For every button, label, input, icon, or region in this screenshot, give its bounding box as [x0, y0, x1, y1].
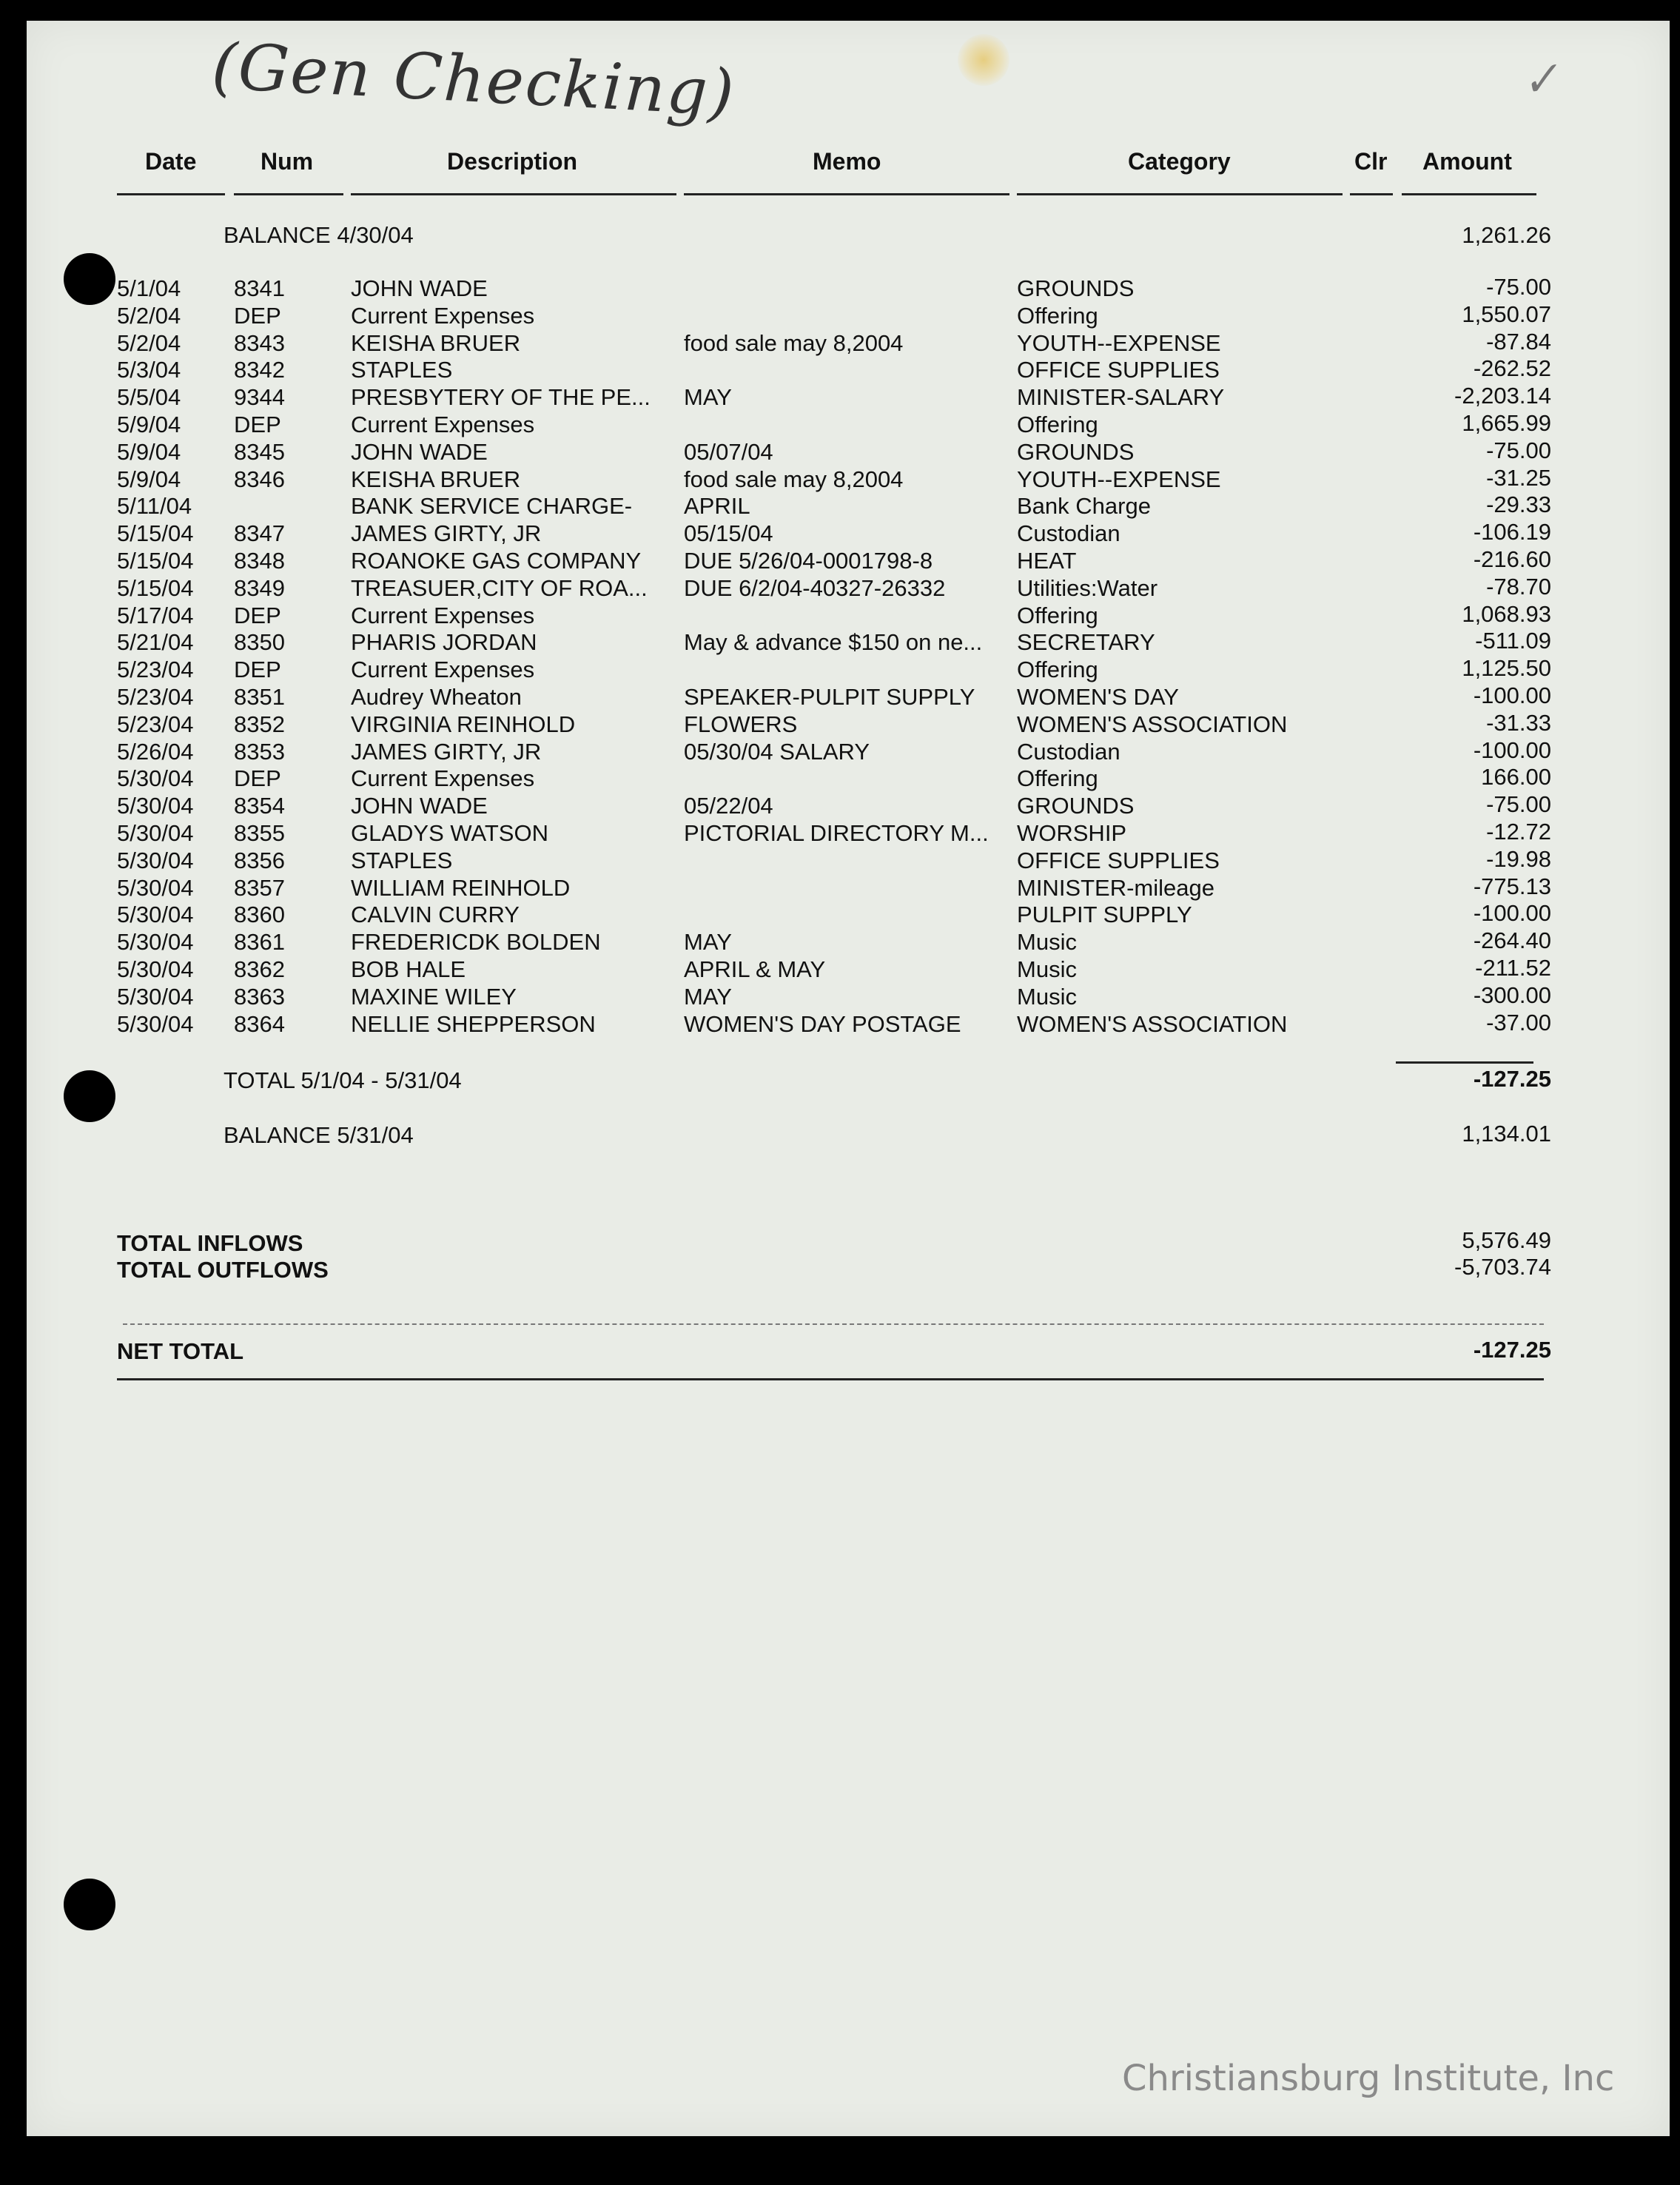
tx-date: 5/15/04	[117, 520, 194, 546]
tx-amount: 1,068.93	[1462, 601, 1551, 627]
tx-description: Current Expenses	[351, 412, 535, 437]
punch-hole-bottom	[64, 1879, 115, 1930]
tx-memo: PICTORIAL DIRECTORY M...	[684, 820, 989, 846]
tx-amount: -262.52	[1473, 355, 1551, 381]
tx-memo: APRIL	[684, 493, 750, 519]
tx-date: 5/30/04	[117, 984, 194, 1010]
header-category: Category	[1128, 148, 1231, 175]
net-total-amount: -127.25	[1473, 1337, 1551, 1363]
paper-stain	[958, 34, 1009, 86]
tx-description: BANK SERVICE CHARGE-	[351, 493, 633, 519]
tx-category: Offering	[1017, 657, 1098, 682]
tx-description: VIRGINIA REINHOLD	[351, 711, 576, 737]
tx-memo: MAY	[684, 984, 732, 1010]
tx-num: 8349	[234, 575, 285, 601]
tx-date: 5/1/04	[117, 275, 181, 301]
tx-date: 5/30/04	[117, 875, 194, 901]
tx-num: DEP	[234, 657, 281, 682]
tx-category: Custodian	[1017, 739, 1120, 765]
closing-balance-amount: 1,134.01	[1462, 1121, 1551, 1147]
handwritten-check-mark: ✓	[1518, 51, 1562, 109]
tx-amount: 166.00	[1481, 764, 1551, 790]
tx-memo: WOMEN'S DAY POSTAGE	[684, 1011, 961, 1037]
tx-num: 8356	[234, 848, 285, 873]
tx-date: 5/3/04	[117, 357, 181, 383]
header-date: Date	[145, 148, 197, 175]
tx-num: 8351	[234, 684, 285, 710]
tx-category: Offering	[1017, 303, 1098, 329]
tx-amount: -100.00	[1473, 682, 1551, 708]
tx-date: 5/30/04	[117, 1011, 194, 1037]
tx-date: 5/23/04	[117, 657, 194, 682]
tx-description: STAPLES	[351, 848, 453, 873]
tx-memo: MAY	[684, 929, 732, 955]
tx-num: 8353	[234, 739, 285, 765]
tx-num: DEP	[234, 603, 281, 628]
tx-category: MINISTER-SALARY	[1017, 384, 1225, 410]
tx-category: OFFICE SUPPLIES	[1017, 848, 1220, 873]
tx-memo: 05/07/04	[684, 439, 773, 465]
tx-amount: -75.00	[1486, 437, 1551, 463]
tx-category: HEAT	[1017, 548, 1077, 574]
document-page	[27, 21, 1670, 2136]
tx-date: 5/5/04	[117, 384, 181, 410]
tx-description: GLADYS WATSON	[351, 820, 548, 846]
punch-hole-top	[64, 253, 115, 305]
tx-description: ROANOKE GAS COMPANY	[351, 548, 642, 574]
tx-description: TREASUER,CITY OF ROA...	[351, 575, 648, 601]
tx-category: WOMEN'S ASSOCIATION	[1017, 1011, 1288, 1037]
tx-date: 5/26/04	[117, 739, 194, 765]
header-rule	[684, 193, 1009, 195]
tx-amount: -2,203.14	[1454, 383, 1551, 409]
header-rule	[1017, 193, 1343, 195]
tx-category: Music	[1017, 956, 1077, 982]
tx-category: YOUTH--EXPENSE	[1017, 330, 1221, 356]
tx-description: JOHN WADE	[351, 793, 488, 819]
tx-category: Offering	[1017, 765, 1098, 791]
tx-date: 5/30/04	[117, 765, 194, 791]
tx-description: Audrey Wheaton	[351, 684, 522, 710]
period-total-amount: -127.25	[1473, 1066, 1551, 1092]
tx-num: 8362	[234, 956, 285, 982]
tx-num: 8341	[234, 275, 285, 301]
total-rule	[1396, 1061, 1533, 1064]
tx-date: 5/30/04	[117, 793, 194, 819]
tx-description: CALVIN CURRY	[351, 902, 520, 927]
header-rule	[1402, 193, 1536, 195]
tx-amount: -775.13	[1473, 873, 1551, 899]
tx-amount: -511.09	[1475, 628, 1551, 654]
tx-memo: 05/15/04	[684, 520, 773, 546]
total-outflows-amount: -5,703.74	[1454, 1254, 1551, 1280]
tx-category: WOMEN'S DAY	[1017, 684, 1179, 710]
tx-date: 5/30/04	[117, 820, 194, 846]
tx-date: 5/30/04	[117, 956, 194, 982]
tx-num: 8350	[234, 629, 285, 655]
tx-memo: 05/30/04 SALARY	[684, 739, 870, 765]
tx-amount: -100.00	[1473, 900, 1551, 926]
tx-category: Music	[1017, 984, 1077, 1010]
tx-category: WORSHIP	[1017, 820, 1127, 846]
tx-category: Offering	[1017, 603, 1098, 628]
tx-amount: -19.98	[1486, 846, 1551, 872]
tx-memo: food sale may 8,2004	[684, 466, 904, 492]
tx-date: 5/23/04	[117, 711, 194, 737]
tx-category: Music	[1017, 929, 1077, 955]
tx-description: NELLIE SHEPPERSON	[351, 1011, 596, 1037]
tx-num: 9344	[234, 384, 285, 410]
handwritten-title: (Gen Checking)	[209, 29, 737, 131]
tx-num: 8347	[234, 520, 285, 546]
tx-num: 8361	[234, 929, 285, 955]
closing-balance-label: BALANCE 5/31/04	[224, 1122, 414, 1148]
tx-amount: -216.60	[1473, 546, 1551, 572]
tx-num: 8343	[234, 330, 285, 356]
tx-memo: DUE 5/26/04-0001798-8	[684, 548, 933, 574]
total-inflows-label: TOTAL INFLOWS	[117, 1230, 303, 1256]
tx-amount: 1,665.99	[1462, 410, 1551, 436]
tx-description: KEISHA BRUER	[351, 330, 521, 356]
header-rule	[234, 193, 343, 195]
period-total-label: TOTAL 5/1/04 - 5/31/04	[224, 1067, 462, 1093]
header-memo: Memo	[813, 148, 881, 175]
tx-num: DEP	[234, 303, 281, 329]
watermark: Christiansburg Institute, Inc	[1122, 2058, 1615, 2099]
tx-date: 5/2/04	[117, 303, 181, 329]
tx-amount: -31.25	[1486, 465, 1551, 491]
tx-memo: food sale may 8,2004	[684, 330, 904, 356]
tx-amount: -100.00	[1473, 737, 1551, 763]
tx-description: JAMES GIRTY, JR	[351, 739, 542, 765]
tx-num: 8364	[234, 1011, 285, 1037]
tx-date: 5/30/04	[117, 848, 194, 873]
tx-date: 5/11/04	[117, 493, 192, 519]
net-total-rule	[117, 1378, 1544, 1380]
tx-category: GROUNDS	[1017, 793, 1135, 819]
punch-hole-middle	[64, 1070, 115, 1122]
tx-description: MAXINE WILEY	[351, 984, 517, 1010]
tx-description: BOB HALE	[351, 956, 466, 982]
tx-category: SECRETARY	[1017, 629, 1155, 655]
tx-memo: MAY	[684, 384, 732, 410]
tx-category: Offering	[1017, 412, 1098, 437]
tx-amount: -264.40	[1473, 927, 1551, 953]
tx-date: 5/17/04	[117, 603, 194, 628]
tx-description: PHARIS JORDAN	[351, 629, 537, 655]
tx-category: GROUNDS	[1017, 275, 1135, 301]
header-num: Num	[261, 148, 314, 175]
tx-num: 8363	[234, 984, 285, 1010]
tx-memo: SPEAKER-PULPIT SUPPLY	[684, 684, 975, 710]
total-outflows-label: TOTAL OUTFLOWS	[117, 1257, 329, 1283]
tx-num: 8355	[234, 820, 285, 846]
tx-memo: APRIL & MAY	[684, 956, 826, 982]
tx-description: Current Expenses	[351, 303, 535, 329]
total-inflows-amount: 5,576.49	[1462, 1227, 1551, 1253]
dashed-separator	[123, 1323, 1544, 1325]
tx-category: PULPIT SUPPLY	[1017, 902, 1192, 927]
tx-category: YOUTH--EXPENSE	[1017, 466, 1221, 492]
tx-description: Current Expenses	[351, 603, 535, 628]
tx-amount: -29.33	[1486, 491, 1551, 517]
tx-description: STAPLES	[351, 357, 453, 383]
tx-num: 8352	[234, 711, 285, 737]
tx-category: OFFICE SUPPLIES	[1017, 357, 1220, 383]
tx-amount: -87.84	[1486, 329, 1551, 355]
tx-amount: -78.70	[1486, 574, 1551, 600]
tx-memo: 05/22/04	[684, 793, 773, 819]
tx-category: MINISTER-mileage	[1017, 875, 1214, 901]
tx-category: Custodian	[1017, 520, 1120, 546]
tx-memo: DUE 6/2/04-40327-26332	[684, 575, 946, 601]
tx-amount: -300.00	[1473, 982, 1551, 1008]
header-description: Description	[447, 148, 578, 175]
tx-num: 8348	[234, 548, 285, 574]
tx-amount: 1,125.50	[1462, 655, 1551, 681]
tx-date: 5/15/04	[117, 575, 194, 601]
tx-num: 8346	[234, 466, 285, 492]
tx-amount: -75.00	[1486, 274, 1551, 300]
tx-description: JAMES GIRTY, JR	[351, 520, 542, 546]
tx-num: DEP	[234, 765, 281, 791]
tx-category: GROUNDS	[1017, 439, 1135, 465]
tx-category: Bank Charge	[1017, 493, 1151, 519]
tx-num: 8354	[234, 793, 285, 819]
tx-amount: -31.33	[1486, 710, 1551, 736]
tx-date: 5/2/04	[117, 330, 181, 356]
tx-description: JOHN WADE	[351, 275, 488, 301]
tx-amount: -75.00	[1486, 791, 1551, 817]
tx-amount: -106.19	[1473, 519, 1551, 545]
tx-date: 5/21/04	[117, 629, 194, 655]
tx-amount: 1,550.07	[1462, 301, 1551, 327]
tx-description: PRESBYTERY OF THE PE...	[351, 384, 651, 410]
tx-description: WILLIAM REINHOLD	[351, 875, 571, 901]
tx-num: DEP	[234, 412, 281, 437]
tx-description: JOHN WADE	[351, 439, 488, 465]
tx-amount: -12.72	[1486, 819, 1551, 845]
tx-description: Current Expenses	[351, 765, 535, 791]
opening-balance-amount: 1,261.26	[1462, 222, 1551, 248]
tx-description: Current Expenses	[351, 657, 535, 682]
tx-amount: -37.00	[1486, 1010, 1551, 1036]
tx-date: 5/30/04	[117, 929, 194, 955]
tx-date: 5/23/04	[117, 684, 194, 710]
header-rule	[117, 193, 225, 195]
tx-date: 5/9/04	[117, 412, 181, 437]
header-amount: Amount	[1422, 148, 1512, 175]
tx-description: FREDERICDK BOLDEN	[351, 929, 601, 955]
tx-date: 5/9/04	[117, 466, 181, 492]
header-clr: Clr	[1354, 148, 1388, 175]
tx-category: WOMEN'S ASSOCIATION	[1017, 711, 1288, 737]
tx-description: KEISHA BRUER	[351, 466, 521, 492]
tx-num: 8345	[234, 439, 285, 465]
tx-category: Utilities:Water	[1017, 575, 1158, 601]
net-total-label: NET TOTAL	[117, 1338, 244, 1364]
tx-amount: -211.52	[1475, 955, 1551, 981]
opening-balance-label: BALANCE 4/30/04	[224, 222, 414, 248]
tx-num: 8342	[234, 357, 285, 383]
tx-num: 8360	[234, 902, 285, 927]
tx-date: 5/30/04	[117, 902, 194, 927]
tx-memo: May & advance $150 on ne...	[684, 629, 983, 655]
header-rule	[351, 193, 676, 195]
tx-num: 8357	[234, 875, 285, 901]
header-rule	[1350, 193, 1393, 195]
tx-memo: FLOWERS	[684, 711, 798, 737]
tx-date: 5/9/04	[117, 439, 181, 465]
tx-date: 5/15/04	[117, 548, 194, 574]
